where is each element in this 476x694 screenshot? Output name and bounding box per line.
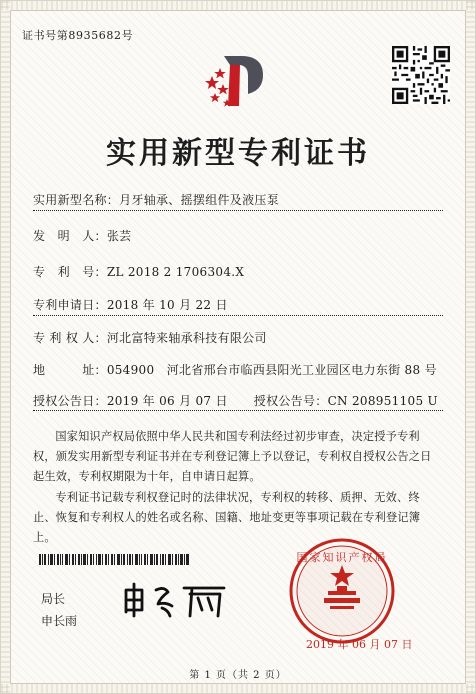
field-grant-announcement [33, 392, 438, 409]
field-value: 2018 年 10 月 22 日 [106, 298, 228, 312]
paragraph-grant-statement: 国家知识产权局依照中华人民共和国专利法经过初步审查，决定授予专利权，颁发实用新型专利证书并在专利登记簿上予以登记，专利权自授权公告之日起生效，专利权期限为十年，自申请日起算。 [33, 430, 432, 483]
certificate-inner-frame [10, 10, 466, 684]
barcode-icon [39, 554, 189, 565]
separator-line [33, 315, 443, 316]
field-label: 实用新型名称： [33, 193, 120, 207]
field-inventor [33, 227, 131, 244]
director-name: 申长雨 [41, 614, 78, 628]
field-label: 授权公告日： [33, 394, 107, 408]
field-utility-model-name [33, 191, 279, 208]
paragraph-legal-status: 专利证书记载专利权登记时的法律状况，专利权的转移、质押、无效、终止、恢复和专利权人的姓名或名称、国籍、地址变更等事项记载在专利登记簿上。 [33, 491, 421, 544]
field-label: 地 址： [33, 363, 107, 377]
qr-code-icon [392, 46, 450, 104]
field-patent-number [33, 263, 244, 280]
official-seal-icon [288, 537, 396, 645]
field-value-announcement-no: CN 208951105 U [327, 394, 438, 408]
field-value: 2019 年 06 月 07 日 [106, 394, 228, 408]
field-patentee [33, 329, 267, 346]
field-label-announcement-no: 授权公告号： [253, 394, 328, 408]
field-label: 发 明 人： [33, 229, 107, 243]
field-value: 054900 河北省邢台市临西县阳光工业园区电力东街 88 号 [106, 363, 437, 377]
page-indicator: 第 1 页（共 2 页） [189, 670, 287, 681]
field-value: 张芸 [106, 229, 132, 243]
director-title: 局长 [41, 592, 66, 606]
field-value: 河北富特来轴承科技有限公司 [106, 331, 267, 345]
seal-text: 国家知识产权局 [296, 551, 388, 564]
separator-line [33, 410, 443, 411]
field-value: ZL 2018 2 1706304.X [106, 265, 245, 279]
field-label: 专 利 权 人： [33, 331, 107, 345]
cnipa-logo-icon [196, 48, 280, 110]
seal-date: 2019 年 06 月 07 日 [306, 638, 413, 651]
field-application-date [33, 296, 228, 313]
field-address [33, 361, 437, 378]
field-value: 月牙轴承、摇摆组件及液压泵 [119, 193, 280, 207]
separator-line [33, 210, 443, 211]
field-label: 专利申请日： [33, 298, 107, 312]
director-signature-icon [118, 580, 234, 620]
certificate-number: 证书号第8935682号 [22, 29, 134, 42]
page-title: 实用新型专利证书 [106, 136, 370, 171]
field-label: 专 利 号： [33, 265, 107, 279]
